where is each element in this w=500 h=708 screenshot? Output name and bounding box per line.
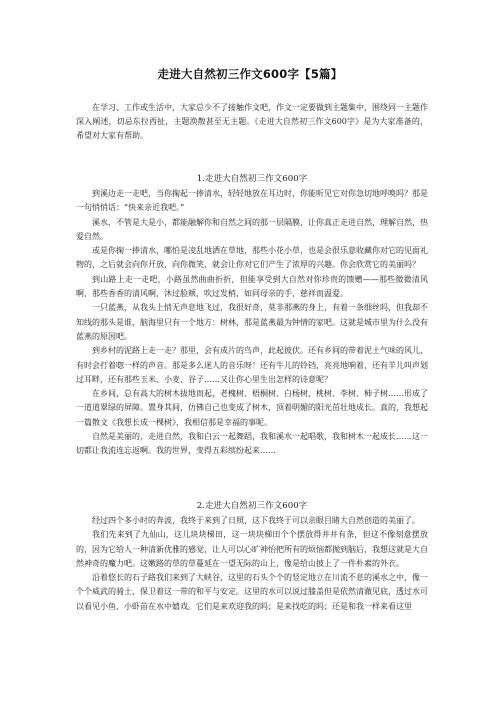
paragraph: 自然是美丽的，走进自然，我和白云一起舞蹈，我和溪水一起唱歌，我和树木一起成长……这一切都让我流连忘返啊。我的世界，变得五彩缤纷起来……	[76, 432, 428, 456]
paragraph: 到乡村的泥路上走一走？那里，会有成片的鸟声，此起彼伏。还有乡间的带着泥土气味的风儿，有时会打着唿一样的声音。那是多么迷人的音乐呀！还有牛儿的铃铛，亮亮地响着，还有羊儿叫声划过耳畔，还有那些玉米、小麦、谷子……又让你心里生出怎样的诗意呢？	[76, 346, 428, 384]
paragraph: 在乡间，总有高大的树木拔地而起，老槐树、梧桐树、白杨树，桃树、李树、柿子树……形成了一道道翠绿的屏障。置身其间，仿佛自己也变成了树木，顶着明媚的阳光茁壮地成长。真的，我想起一篇散文《我想长成一棵树》，我相信那是幸福的事呢。	[76, 389, 428, 427]
section-title: 2.走进大自然初三作文600字	[196, 501, 308, 511]
essay-section-1	[76, 172, 428, 459]
paragraph: 溪水，不管是大是小，都能融解你和自然之间的那一层隔膜，让你真正走进自然，理解自然，热爱自然。	[76, 217, 428, 241]
section-title: 1.走进大自然初三作文600字	[196, 174, 308, 184]
paragraph: 到溪边走一走吧，当你掬起一捧清水，轻轻地放在耳边时，你能听见它对你急切地呼唤吗？那是一句悄悄话：“快来亲近我吧。”	[76, 189, 428, 213]
paragraph: 我们先来到了九仙山，这儿块块梯田，这一块块梯田个个摆放得井井有条，但这不像刻意摆放的，因为它给人一种清新优雅的感觉，让人可以心旷神怡把所有的烦恼都抛到脑后，我想这就是大自然神奇的魔力吧。这嫩路的草的草蔓延在一望无际的山上，像是给山披上了一件朴素的外衣。	[76, 530, 428, 568]
paragraph: 沿着悠长的石子路我们来到了大峡谷，这里的石头个个的竖定地立在川流不息的溪水之中，像一个个威武的骑士，保卫着这一带的和平与安定。这里的水可以说过膝盖但是依然清澈见底，透过水可以看见小鱼、小虾苗在水中嬉戏。它们是来欢迎我的吗；是来找吃的吗；还是和我一样来看这里	[76, 573, 428, 611]
paragraph: 一只蓝燕，从我头上悄无声息地飞过，我很好奇，莫非那燕的身上，有着一条细丝吗，但我却不知线的那头是谁，脑海里只有一个地方：树林，那是蓝燕最为钟情的家吧。这就是城市里为什么没有蓝燕的原因吧。	[76, 303, 428, 341]
essay-section-2	[76, 499, 428, 614]
paragraph: 或是你掬一捧清水，哪怕是凌乱地洒在草地，那些小花小草，也是会很乐意收藏你对它的见面礼物的，之后就会向你开放，向你微笑，就会让你对它们产生了浓厚的兴趣。你会欣赏它的美丽吗？	[76, 246, 428, 270]
paragraph: 经过四个多小时的奔波，我终于来到了日照，这下我终于可以亲眼目睹大自然创造的美丽了。	[92, 516, 420, 525]
intro-paragraph: 在学习、工作或生活中，大家总少不了接触作文吧，作文一定要做到主题集中，围绕同一主题作深入阐述，切忌东拉西扯，主题涣散甚至无主题。《走进大自然初三作文600字》是为大家准备的，希望对大家有帮助。	[76, 103, 428, 141]
paragraph: 到山路上走一走吧，小路虽然曲曲折折，但能享受到大自然对你珍贵的馈赠——那些微微清风啊，那些香香的清风啊，沐过脸颊，吹过发梢，如同母亲的手，慈祥而温爱。	[76, 274, 428, 299]
document-title: 走进大自然初三作文600字【5篇】	[157, 67, 343, 81]
